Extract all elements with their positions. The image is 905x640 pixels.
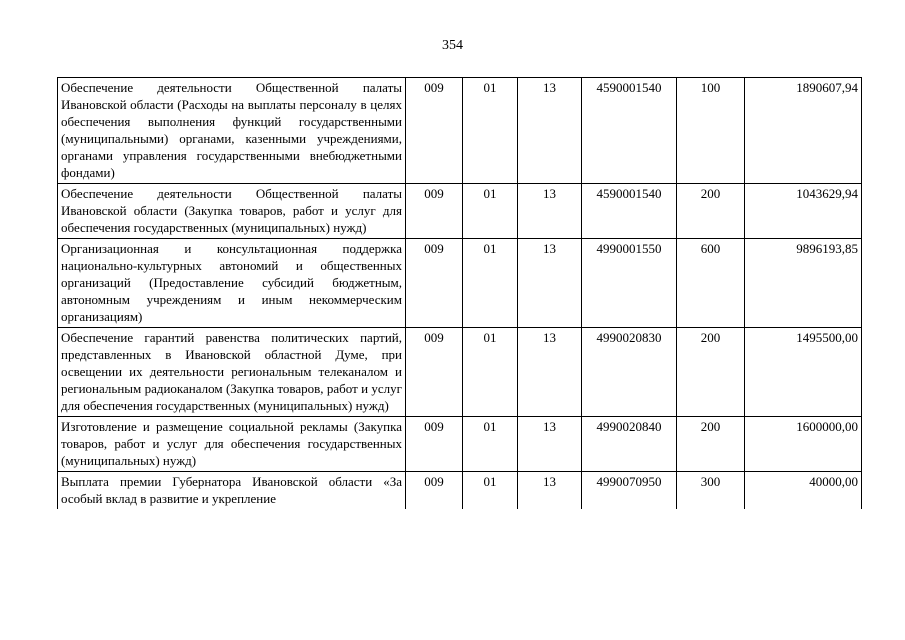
ministry-code: 009: [406, 184, 463, 239]
subsection-code: 13: [518, 472, 582, 510]
target-article-code: 4990020830: [582, 328, 677, 417]
subsection-code: 13: [518, 328, 582, 417]
table-row: [58, 78, 862, 184]
row-description: Обеспечение гарантий равенства политических партий, представленных в Ивановской областной Думе, при освещении их деятельности региональным телеканалом и региональным радиоканалом (Закупка товаров, работ и услуг для обеспечения государственных (муниципальных) нужд): [58, 328, 406, 417]
ministry-code: 009: [406, 417, 463, 472]
row-description: Организационная и консультационная поддержка национально-культурных автономий и общественных организаций (Предоставление субсидий бюджетным, автономным учреждениям и иным некоммерческим организациям): [58, 239, 406, 328]
subsection-code: 13: [518, 239, 582, 328]
amount: 1495500,00: [745, 328, 862, 417]
row-description-cell: [58, 472, 406, 510]
section-code: 01: [463, 78, 518, 184]
amount: 1600000,00: [745, 417, 862, 472]
section-code: 01: [463, 184, 518, 239]
expense-type-code: 200: [677, 184, 745, 239]
amount: 40000,00: [745, 472, 862, 510]
ministry-code: 009: [406, 239, 463, 328]
section-code: 01: [463, 417, 518, 472]
expense-type-code: 100: [677, 78, 745, 184]
ministry-code: 009: [406, 328, 463, 417]
table-row: [58, 184, 862, 239]
ministry-code: 009: [406, 78, 463, 184]
row-description: Изготовление и размещение социальной рекламы (Закупка товаров, работ и услуг для обеспечения государственных (муниципальных) нужд): [58, 417, 406, 472]
target-article-code: 4590001540: [582, 184, 677, 239]
expense-type-code: 300: [677, 472, 745, 510]
row-description: Выплата премии Губернатора Ивановской области «За особый вклад в развитие и укрепление: [61, 474, 402, 506]
subsection-code: 13: [518, 417, 582, 472]
section-code: 01: [463, 472, 518, 510]
section-code: 01: [463, 239, 518, 328]
expense-type-code: 200: [677, 328, 745, 417]
table-row: [58, 417, 862, 472]
budget-table: [57, 77, 862, 509]
target-article-code: 4990020840: [582, 417, 677, 472]
target-article-code: 4990001550: [582, 239, 677, 328]
expense-type-code: 600: [677, 239, 745, 328]
amount: 9896193,85: [745, 239, 862, 328]
page-number: 354: [442, 38, 463, 53]
ministry-code: 009: [406, 472, 463, 510]
row-description: Обеспечение деятельности Общественной палаты Ивановской области (Закупка товаров, работ и услуг для обеспечения государственных (муниципальных) нужд): [58, 184, 406, 239]
amount: 1890607,94: [745, 78, 862, 184]
section-code: 01: [463, 328, 518, 417]
target-article-code: 4990070950: [582, 472, 677, 510]
table-row: [58, 239, 862, 328]
subsection-code: 13: [518, 78, 582, 184]
expense-type-code: 200: [677, 417, 745, 472]
subsection-code: 13: [518, 184, 582, 239]
target-article-code: 4590001540: [582, 78, 677, 184]
table-row: [58, 472, 862, 510]
table-row: [58, 328, 862, 417]
row-description: Обеспечение деятельности Общественной палаты Ивановской области (Расходы на выплаты персоналу в целях обеспечения выполнения функций государственными (муниципальными) органами, казенными учреждениями, органами управления государственными внебюджетными фондами): [58, 78, 406, 184]
amount: 1043629,94: [745, 184, 862, 239]
